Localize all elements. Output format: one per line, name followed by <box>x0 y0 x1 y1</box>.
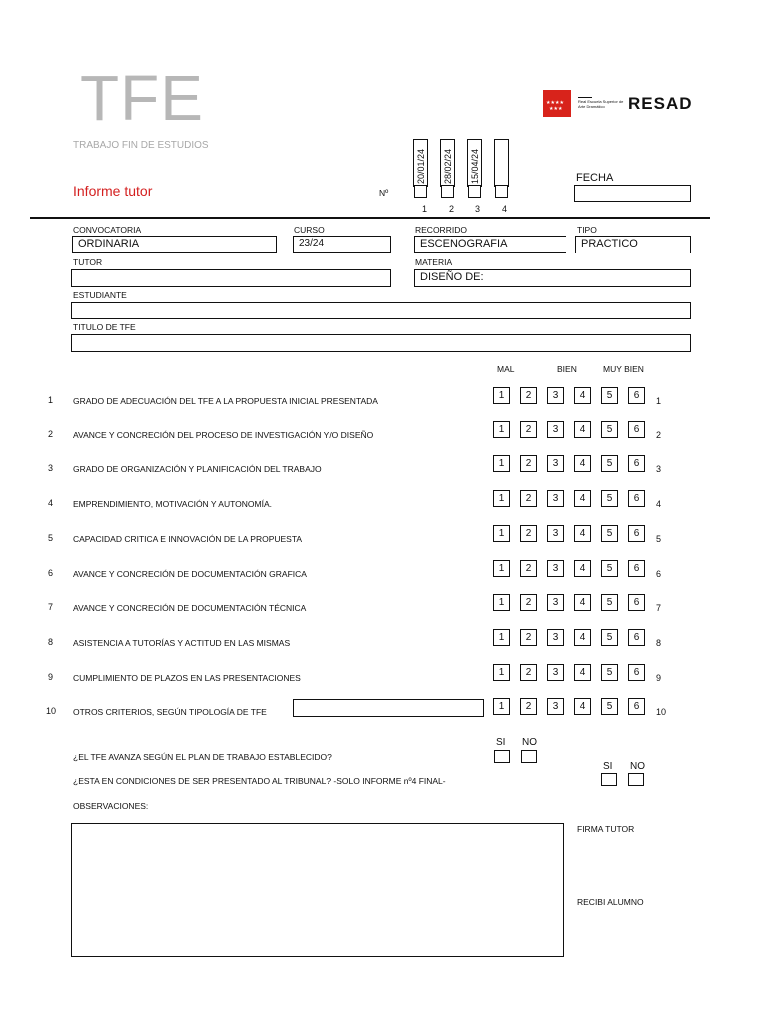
convocatoria-label: CONVOCATORIA <box>73 225 142 235</box>
tutor-label: TUTOR <box>73 257 103 267</box>
criterion-text: ASISTENCIA A TUTORÍAS Y ACTITUD EN LAS MISMAS <box>73 637 291 648</box>
criterion-text: AVANCE Y CONCRECIÓN DE DOCUMENTACIÓN GRAFICA <box>73 568 307 579</box>
rating-box-5[interactable]: 5 <box>601 594 618 611</box>
tipo-label: TIPO <box>577 225 597 235</box>
criterion-number: 3 <box>48 463 54 473</box>
submission-date-1: 20/01/24 <box>416 148 426 184</box>
tutor-field[interactable] <box>71 269 391 287</box>
rating-box-4[interactable]: 4 <box>574 525 591 542</box>
rating-box-4[interactable]: 4 <box>574 421 591 438</box>
rating-box-3[interactable]: 3 <box>547 560 564 577</box>
page-subtitle: TRABAJO FIN DE ESTUDIOS <box>73 140 209 151</box>
criterion-text: CAPACIDAD CRITICA E INNOVACIÓN DE LA PROPUESTA <box>73 533 303 544</box>
submission-date-box-4[interactable] <box>494 139 509 187</box>
observaciones-field[interactable] <box>71 823 564 957</box>
criterion-number-right: 1 <box>656 396 662 406</box>
submission-date-2: 28/02/24 <box>443 148 453 184</box>
escudo-icon <box>578 90 592 98</box>
rating-box-3[interactable]: 3 <box>547 664 564 681</box>
rating-box-6[interactable]: 6 <box>628 421 645 438</box>
recorrido-label: RECORRIDO <box>415 225 467 235</box>
school-logo-text: Real Escuela Superior de Arte Dramático <box>578 99 624 109</box>
criterion-number: 7 <box>48 602 54 612</box>
rating-box-5[interactable]: 5 <box>601 664 618 681</box>
rating-box-4[interactable]: 4 <box>574 387 591 404</box>
rating-box-6[interactable]: 6 <box>628 629 645 646</box>
scale-muy-bien: MUY BIEN <box>603 364 644 374</box>
materia-label: MATERIA <box>415 257 453 267</box>
rating-box-4[interactable]: 4 <box>574 490 591 507</box>
rating-box-4[interactable]: 4 <box>574 664 591 681</box>
rating-box-3[interactable]: 3 <box>547 490 564 507</box>
criterion-number-right: 8 <box>656 638 662 648</box>
otros-criterios-field[interactable] <box>293 699 484 717</box>
rating-box-2[interactable]: 2 <box>520 594 537 611</box>
rating-box-6[interactable]: 6 <box>628 525 645 542</box>
criterion-number: 9 <box>48 672 54 682</box>
q1-no-checkbox[interactable] <box>521 750 537 763</box>
estudiante-field[interactable] <box>71 302 691 319</box>
submission-date-box-1[interactable] <box>413 139 428 187</box>
criterion-text: OTROS CRITERIOS, SEGÚN TIPOLOGÍA DE TFE <box>73 706 267 717</box>
rating-box-1[interactable]: 1 <box>493 560 510 577</box>
rating-box-2[interactable]: 2 <box>520 525 537 542</box>
criterion-number-right: 3 <box>656 464 662 474</box>
rating-box-6[interactable]: 6 <box>628 387 645 404</box>
observaciones-label: OBSERVACIONES: <box>73 801 149 811</box>
rating-box-3[interactable]: 3 <box>547 525 564 542</box>
rating-box-4[interactable]: 4 <box>574 594 591 611</box>
brand-name: RESAD <box>628 94 693 113</box>
recorrido-field[interactable]: ESCENOGRAFIA <box>414 236 566 253</box>
rating-box-4[interactable]: 4 <box>574 698 591 715</box>
rating-box-6[interactable]: 6 <box>628 594 645 611</box>
rating-box-2[interactable]: 2 <box>520 387 537 404</box>
titulo-label: TITULO DE TFE <box>73 322 136 332</box>
submission-checkbox-3[interactable] <box>468 185 481 198</box>
q1-si-checkbox[interactable] <box>494 750 510 763</box>
rating-box-3[interactable]: 3 <box>547 698 564 715</box>
rating-box-2[interactable]: 2 <box>520 490 537 507</box>
criterion-number-right: 9 <box>656 673 662 683</box>
number-label: Nº <box>379 188 389 198</box>
rating-box-3[interactable]: 3 <box>547 629 564 646</box>
tipo-field[interactable]: PRACTICO <box>575 236 691 253</box>
rating-box-1[interactable]: 1 <box>493 629 510 646</box>
rating-box-1[interactable]: 1 <box>493 455 510 472</box>
firma-tutor-label: FIRMA TUTOR <box>577 824 635 834</box>
criterion-number-right: 4 <box>656 499 662 509</box>
rating-box-5[interactable]: 5 <box>601 490 618 507</box>
rating-box-1[interactable]: 1 <box>493 525 510 542</box>
criterion-text: EMPRENDIMIENTO, MOTIVACIÓN Y AUTONOMÍA. <box>73 498 272 509</box>
rating-box-3[interactable]: 3 <box>547 421 564 438</box>
rating-box-5[interactable]: 5 <box>601 421 618 438</box>
rating-box-1[interactable]: 1 <box>493 664 510 681</box>
rating-box-4[interactable]: 4 <box>574 629 591 646</box>
criterion-text: GRADO DE ADECUACIÓN DEL TFE A LA PROPUESTA INICIAL PRESENTADA <box>73 395 378 406</box>
rating-box-3[interactable]: 3 <box>547 387 564 404</box>
criterion-number: 2 <box>48 429 54 439</box>
rating-box-6[interactable]: 6 <box>628 455 645 472</box>
rating-box-6[interactable]: 6 <box>628 490 645 507</box>
curso-field[interactable]: 23/24 <box>293 236 391 253</box>
titulo-field[interactable] <box>71 334 691 352</box>
rating-box-6[interactable]: 6 <box>628 560 645 577</box>
community-flag-logo: ★★★★ ★★★ <box>543 90 571 117</box>
q2-no-label: NO <box>630 761 645 772</box>
criterion-number: 6 <box>48 568 54 578</box>
scale-bien: BIEN <box>557 364 577 374</box>
submission-checkbox-2[interactable] <box>441 185 454 198</box>
rating-box-1[interactable]: 1 <box>493 594 510 611</box>
rating-box-1[interactable]: 1 <box>493 421 510 438</box>
criterion-number-right: 7 <box>656 603 662 613</box>
q2-no-checkbox[interactable] <box>628 773 644 786</box>
submission-checkbox-4[interactable] <box>495 185 508 198</box>
criterion-number: 8 <box>48 637 54 647</box>
fecha-field[interactable] <box>574 185 691 202</box>
submission-number-2: 2 <box>449 204 455 214</box>
rating-box-5[interactable]: 5 <box>601 698 618 715</box>
rating-box-5[interactable]: 5 <box>601 387 618 404</box>
rating-box-2[interactable]: 2 <box>520 629 537 646</box>
submission-number-3: 3 <box>475 204 481 214</box>
criterion-text: GRADO DE ORGANIZACIÓN Y PLANIFICACIÓN DEL TRABAJO <box>73 463 322 474</box>
rating-box-4[interactable]: 4 <box>574 560 591 577</box>
q1-si-label: SI <box>496 737 506 748</box>
rating-box-2[interactable]: 2 <box>520 664 537 681</box>
submission-number-1: 1 <box>422 204 428 214</box>
question-tribunal: ¿ESTA EN CONDICIONES DE SER PRESENTADO AL TRIBUNAL? -SOLO INFORME nº4 FINAL- <box>73 776 446 786</box>
rating-box-1[interactable]: 1 <box>493 490 510 507</box>
criterion-number-right: 5 <box>656 534 662 544</box>
q2-si-checkbox[interactable] <box>601 773 617 786</box>
rating-box-2[interactable]: 2 <box>520 455 537 472</box>
document-type: Informe tutor <box>73 183 153 199</box>
criterion-number: 5 <box>48 533 54 543</box>
recibi-alumno-label: RECIBI ALUMNO <box>577 897 644 907</box>
rating-box-6[interactable]: 6 <box>628 698 645 715</box>
criterion-text: AVANCE Y CONCRECIÓN DEL PROCESO DE INVESTIGACIÓN Y/O DISEÑO <box>73 429 374 440</box>
criterion-number-right: 2 <box>656 430 662 440</box>
criterion-number: 10 <box>46 706 57 716</box>
rating-box-5[interactable]: 5 <box>601 629 618 646</box>
submission-checkbox-1[interactable] <box>414 185 427 198</box>
rating-box-5[interactable]: 5 <box>601 560 618 577</box>
rating-box-1[interactable]: 1 <box>493 387 510 404</box>
rating-box-5[interactable]: 5 <box>601 455 618 472</box>
rating-box-3[interactable]: 3 <box>547 594 564 611</box>
criterion-number-right: 6 <box>656 569 662 579</box>
rating-box-2[interactable]: 2 <box>520 698 537 715</box>
rating-box-4[interactable]: 4 <box>574 455 591 472</box>
header-divider <box>30 217 710 219</box>
rating-box-2[interactable]: 2 <box>520 560 537 577</box>
rating-box-3[interactable]: 3 <box>547 455 564 472</box>
q2-si-label: SI <box>603 761 613 772</box>
criterion-text: CUMPLIMIENTO DE PLAZOS EN LAS PRESENTACIONES <box>73 672 301 683</box>
criterion-number-right: 10 <box>656 707 667 717</box>
curso-label: CURSO <box>294 225 325 235</box>
rating-box-6[interactable]: 6 <box>628 664 645 681</box>
submission-number-4: 4 <box>502 204 508 214</box>
criterion-number: 4 <box>48 498 54 508</box>
rating-box-5[interactable]: 5 <box>601 525 618 542</box>
estudiante-label: ESTUDIANTE <box>73 290 127 300</box>
criterion-number: 1 <box>48 395 54 405</box>
q1-no-label: NO <box>522 737 537 748</box>
rating-box-1[interactable]: 1 <box>493 698 510 715</box>
question-plan-trabajo: ¿EL TFE AVANZA SEGÚN EL PLAN DE TRABAJO ESTABLECIDO? <box>73 752 332 762</box>
rating-box-2[interactable]: 2 <box>520 421 537 438</box>
submission-date-3: 15/04/24 <box>470 148 480 184</box>
convocatoria-field[interactable]: ORDINARIA <box>72 236 277 253</box>
materia-field[interactable]: DISEÑO DE: <box>414 269 691 287</box>
criterion-text: AVANCE Y CONCRECIÓN DE DOCUMENTACIÓN TÉCNICA <box>73 602 307 613</box>
scale-mal: MAL <box>497 364 515 374</box>
page-title: TFE <box>80 62 204 134</box>
fecha-label: FECHA <box>576 172 614 184</box>
submission-date-box-2[interactable] <box>440 139 455 187</box>
submission-date-box-3[interactable] <box>467 139 482 187</box>
